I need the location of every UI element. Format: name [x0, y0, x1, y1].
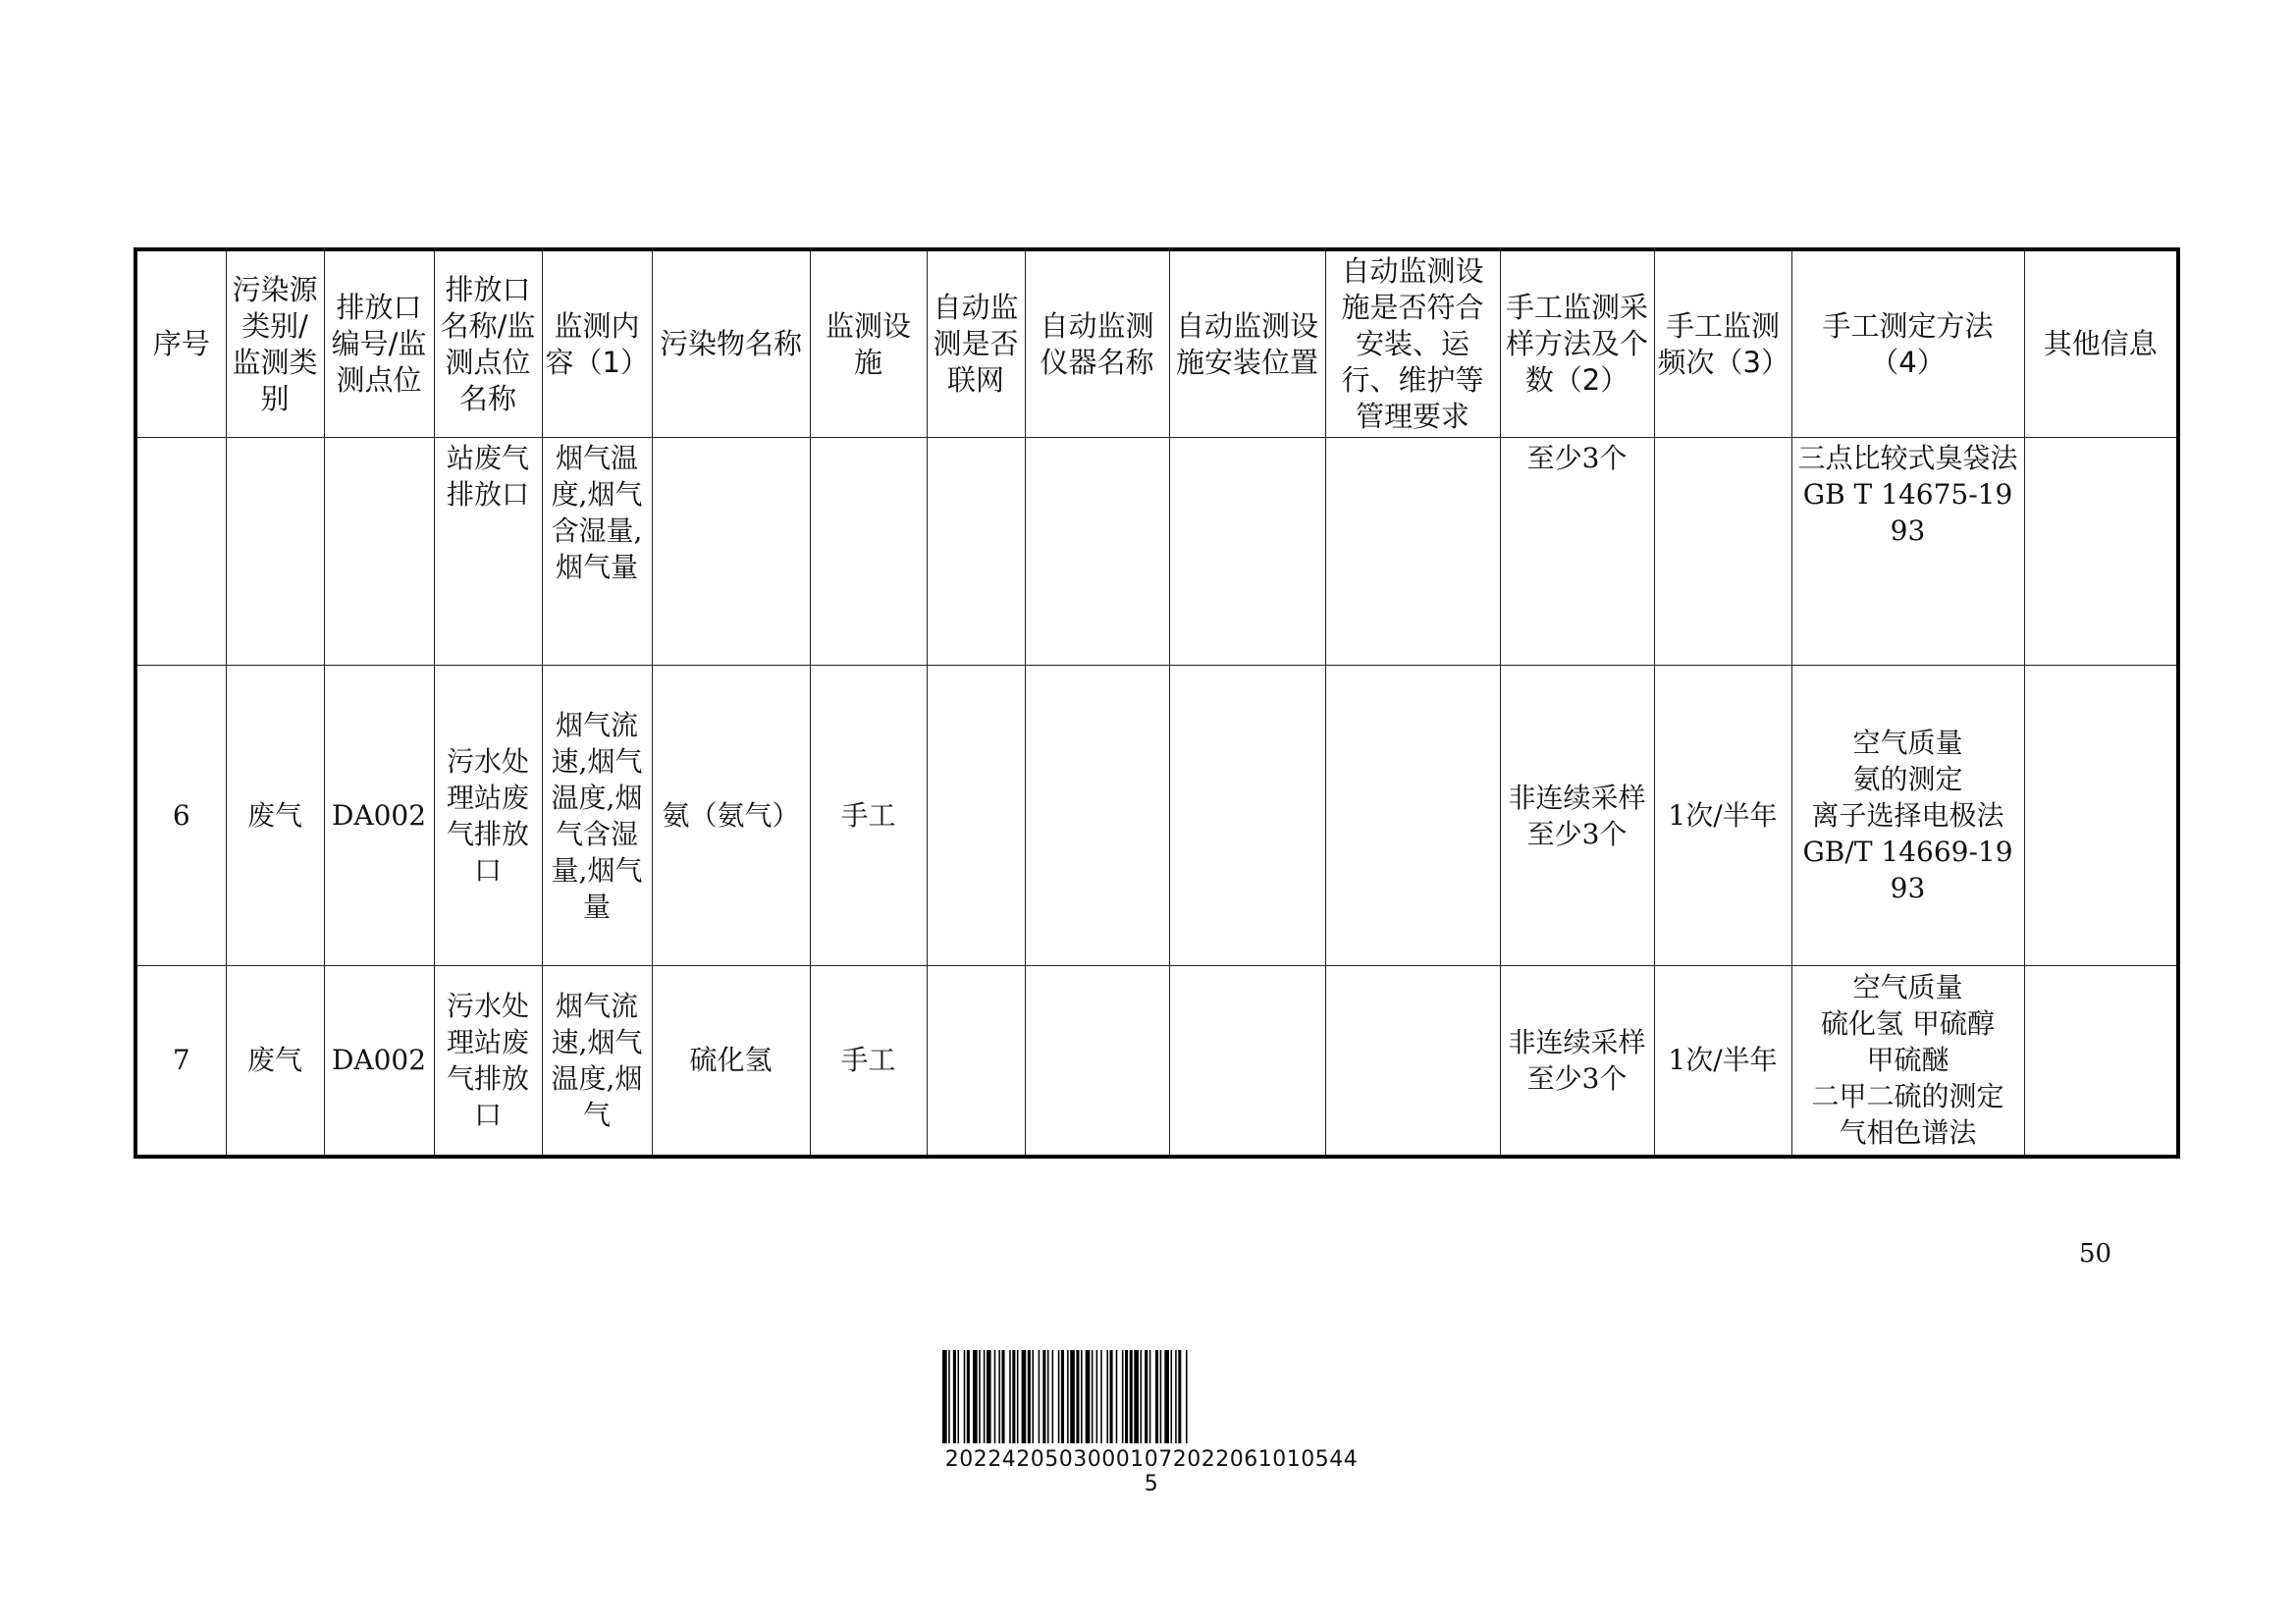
barcode-bar [1042, 1350, 1045, 1443]
barcode-bar [1116, 1350, 1118, 1443]
cell-auto-networked [927, 666, 1025, 966]
barcode-bar [1145, 1350, 1148, 1443]
header-auto-instrument-name: 自动监测仪器名称 [1025, 249, 1169, 438]
barcode-bar [1100, 1350, 1102, 1443]
cell-manual-method: 空气质量 氨的测定 离子选择电极法 GB/T 14669-1993 [1791, 666, 2024, 966]
barcode-bar [1106, 1350, 1108, 1443]
cell-monitoring-content: 烟气温度,烟气含湿量,烟气量 [542, 438, 652, 666]
cell-pollutant-name: 硫化氢 [652, 966, 810, 1157]
monitoring-table [133, 247, 2180, 1159]
barcode-bar [1001, 1350, 1004, 1443]
barcode-bar [1067, 1350, 1069, 1443]
cell-manual-frequency [1654, 438, 1791, 666]
header-outlet-code: 排放口编号/监测点位 [324, 249, 434, 438]
barcode-number: 20224205030001072022061010544​5 [944, 1447, 1359, 1496]
cell-manual-sampling-method: 至少3个 [1500, 438, 1654, 666]
header-monitoring-content: 监测内容（1） [542, 249, 652, 438]
table-row [135, 438, 2178, 666]
cell-manual-method: 空气质量 硫化氢 甲硫醇 甲硫醚 二甲二硫的测定 气相色谱法 [1791, 966, 2024, 1157]
barcode-bar [1058, 1350, 1060, 1443]
cell-monitoring-content: 烟气流速,烟气温度,烟气 [542, 966, 652, 1157]
cell-auto-install-location [1169, 666, 1325, 966]
barcode-bar [994, 1350, 996, 1443]
barcode-bar [1186, 1350, 1188, 1443]
cell-auto-instrument-name [1025, 438, 1169, 666]
cell-manual-sampling-method: 非连续采样 至少3个 [1500, 966, 1654, 1157]
cell-pollutant-name [652, 438, 810, 666]
barcode-bar [1081, 1350, 1083, 1443]
cell-serial-no [135, 438, 226, 666]
header-auto-compliance: 自动监测设施是否符合安装、运行、维护等管理要求 [1325, 249, 1500, 438]
barcode-bar [1032, 1350, 1034, 1443]
barcode-bar [1164, 1350, 1169, 1443]
cell-auto-instrument-name [1025, 666, 1169, 966]
barcode-bar [1009, 1350, 1011, 1443]
table-row [135, 666, 2178, 966]
cell-source-category: 废气 [226, 966, 324, 1157]
cell-auto-install-location [1169, 438, 1325, 666]
barcode-bar [1047, 1350, 1049, 1443]
header-other-info: 其他信息 [2024, 249, 2178, 438]
barcode-bar [1141, 1350, 1143, 1443]
cell-source-category [226, 438, 324, 666]
header-serial-no: 序号 [135, 249, 226, 438]
barcode-bar [1125, 1350, 1128, 1443]
barcode-bar [1039, 1350, 1041, 1443]
cell-auto-compliance [1325, 666, 1500, 966]
barcode-bar [953, 1350, 956, 1443]
barcode-bar [1149, 1350, 1151, 1443]
barcode-bar [1134, 1350, 1139, 1443]
barcode-bar [1028, 1350, 1031, 1443]
header-auto-networked: 自动监测是否联网 [927, 249, 1025, 438]
cell-monitoring-content: 烟气流速,烟气温度,烟气含湿量,烟气量 [542, 666, 652, 966]
cell-auto-networked [927, 966, 1025, 1157]
barcode-bar [1110, 1350, 1113, 1443]
barcode-bar [984, 1350, 986, 1443]
header-monitoring-facility: 监测设施 [810, 249, 927, 438]
cell-outlet-code [324, 438, 434, 666]
table-row [135, 966, 2178, 1157]
cell-auto-compliance [1325, 966, 1500, 1157]
cell-outlet-code: DA002 [324, 666, 434, 966]
barcode-bar [967, 1350, 970, 1443]
header-source-category: 污染源类别/监测类别 [226, 249, 324, 438]
barcode-bar [1171, 1350, 1173, 1443]
cell-pollutant-name: 氨（氨气） [652, 666, 810, 966]
barcode-bar [1175, 1350, 1177, 1443]
header-manual-sampling-method: 手工监测采样方法及个数（2） [1500, 249, 1654, 438]
cell-outlet-name: 污水处理站废气排放口 [434, 966, 542, 1157]
cell-other-info [2024, 966, 2178, 1157]
cell-outlet-name: 污水处理站废气排放口 [434, 666, 542, 966]
cell-other-info [2024, 666, 2178, 966]
header-manual-method: 手工测定方法（4） [1791, 249, 2024, 438]
cell-auto-instrument-name [1025, 966, 1169, 1157]
cell-monitoring-facility: 手工 [810, 666, 927, 966]
cell-manual-frequency: 1次/半年 [1654, 966, 1791, 1157]
barcode-bar [1092, 1350, 1094, 1443]
barcode-bar [1076, 1350, 1079, 1443]
cell-auto-networked [927, 438, 1025, 666]
barcode-bar [987, 1350, 991, 1443]
barcode-bar [964, 1350, 966, 1443]
cell-auto-compliance [1325, 438, 1500, 666]
barcode-bar [1160, 1350, 1162, 1443]
barcode [942, 1350, 1361, 1496]
barcode-bar [1061, 1350, 1064, 1443]
barcode-bar [1178, 1350, 1181, 1443]
barcode-bar [1096, 1350, 1098, 1443]
cell-manual-method: 三点比较式臭袋法 GB T 14675-1993 [1791, 438, 2024, 666]
cell-source-category: 废气 [226, 666, 324, 966]
barcode-bar [973, 1350, 978, 1443]
cell-monitoring-facility: 手工 [810, 966, 927, 1157]
barcode-bar [1012, 1350, 1015, 1443]
page-number: 50 [2079, 1239, 2112, 1269]
barcode-bar [1122, 1350, 1124, 1443]
barcode-bar [1086, 1350, 1091, 1443]
barcode-bar [979, 1350, 981, 1443]
barcode-bar [942, 1350, 947, 1443]
cell-other-info [2024, 438, 2178, 666]
cell-monitoring-facility [810, 438, 927, 666]
header-outlet-name: 排放口名称/监测点位名称 [434, 249, 542, 438]
barcode-bar [1052, 1350, 1054, 1443]
barcode-bar [1022, 1350, 1027, 1443]
header-pollutant-name: 污染物名称 [652, 249, 810, 438]
barcode-bar [998, 1350, 1000, 1443]
barcode-bar [1017, 1350, 1019, 1443]
cell-outlet-name: 站废气排放口 [434, 438, 542, 666]
barcode-bar [1130, 1350, 1133, 1443]
barcode-bar [948, 1350, 950, 1443]
cell-auto-install-location [1169, 966, 1325, 1157]
header-auto-install-location: 自动监测设施安装位置 [1169, 249, 1325, 438]
barcode-bar [1155, 1350, 1158, 1443]
barcode-bar [1070, 1350, 1075, 1443]
barcode-bar [958, 1350, 960, 1443]
cell-outlet-code: DA002 [324, 966, 434, 1157]
cell-serial-no: 6 [135, 666, 226, 966]
barcode-image [942, 1350, 1361, 1443]
header-manual-frequency: 手工监测频次（3） [1654, 249, 1791, 438]
cell-manual-frequency: 1次/半年 [1654, 666, 1791, 966]
cell-manual-sampling-method: 非连续采样 至少3个 [1500, 666, 1654, 966]
cell-serial-no: 7 [135, 966, 226, 1157]
table-header-row [135, 249, 2178, 438]
